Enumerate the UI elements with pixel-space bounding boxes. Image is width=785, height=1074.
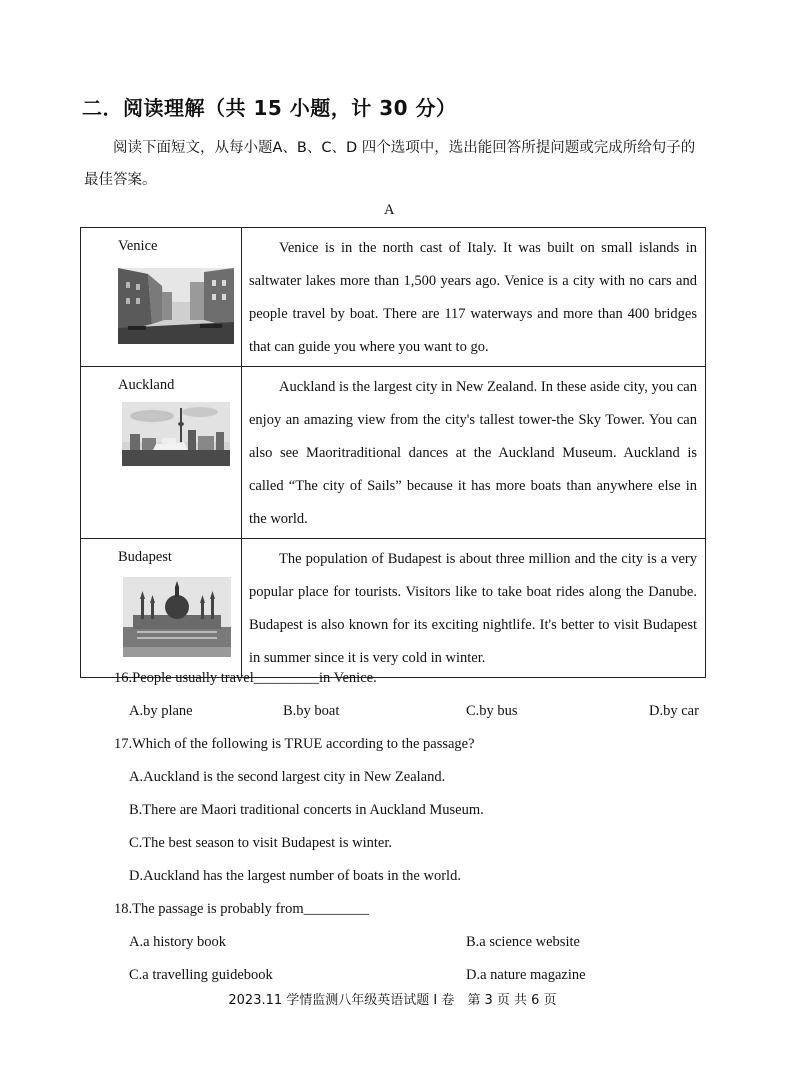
option-16d: D.by car [649, 703, 699, 719]
section-heading: 二．阅读理解（共 15 小题，计 30 分） [82, 96, 457, 120]
option-16c: C.by bus [466, 703, 518, 719]
question-16: 16.People usually travel_________in Venice. [114, 670, 377, 686]
question-17: 17.Which of the following is TRUE according to the passage? [114, 736, 475, 752]
auckland-photo [122, 402, 230, 466]
budapest-photo [123, 577, 231, 657]
passage-label: A [384, 202, 395, 218]
city-name: Auckland [118, 377, 175, 393]
option-18d: D.a nature magazine [466, 967, 586, 983]
option-17d: D.Auckland has the largest number of boats in the world. [129, 868, 461, 884]
question-18: 18.The passage is probably from_________ [114, 901, 369, 917]
option-18b: B.a science website [466, 934, 580, 950]
option-17c: C.The best season to visit Budapest is winter. [129, 835, 392, 851]
table-row-auckland [81, 367, 706, 539]
passage-table [80, 227, 706, 678]
city-description: Auckland is the largest city in New Zealand. In these aside city, you can enjoy an amazing view from the city's tallest tower-the Sky Tower. You can also see Maoritraditional dances at the Auckland Museum. Auckland is called “The city of Sails” because it has more boats than anywhere else in the world. [242, 367, 706, 539]
city-cell [81, 367, 242, 539]
table-row-venice [81, 228, 706, 367]
city-cell [81, 539, 242, 678]
table-row-budapest [81, 539, 706, 678]
option-16a: A.by plane [129, 703, 193, 719]
city-description: The population of Budapest is about three million and the city is a very popular place for tourists. Visitors like to take boat rides along the Danube. Budapest is also known for its exciting nightlife. It's better to visit Budapest in summer since it is very cold in winter. [242, 539, 706, 678]
instructions: 阅读下面短文，从每小题A、B、C、D 四个选项中，选出能回答所提问题或完成所给句子的最佳答案。 [84, 140, 696, 188]
city-name: Budapest [118, 549, 172, 565]
option-17a: A.Auckland is the second largest city in New Zealand. [129, 769, 446, 785]
option-16b: B.by boat [283, 703, 340, 719]
option-18c: C.a travelling guidebook [129, 967, 273, 983]
venice-photo [118, 268, 234, 344]
option-18a: A.a history book [129, 934, 227, 950]
city-description: Venice is in the north cast of Italy. It was built on small islands in saltwater lakes more than 1,500 years ago. Venice is a city with no cars and people travel by boat. There are 117 waterways and more than 400 bridges that can guide you where you want to go. [242, 228, 706, 367]
option-17b: B.There are Maori traditional concerts in Auckland Museum. [129, 802, 484, 818]
city-cell [81, 228, 242, 367]
city-name: Venice [118, 238, 158, 254]
page-footer: 2023.11 学情监测八年级英语试题 I 卷 第 3 页 共 6 页 [228, 993, 557, 1008]
